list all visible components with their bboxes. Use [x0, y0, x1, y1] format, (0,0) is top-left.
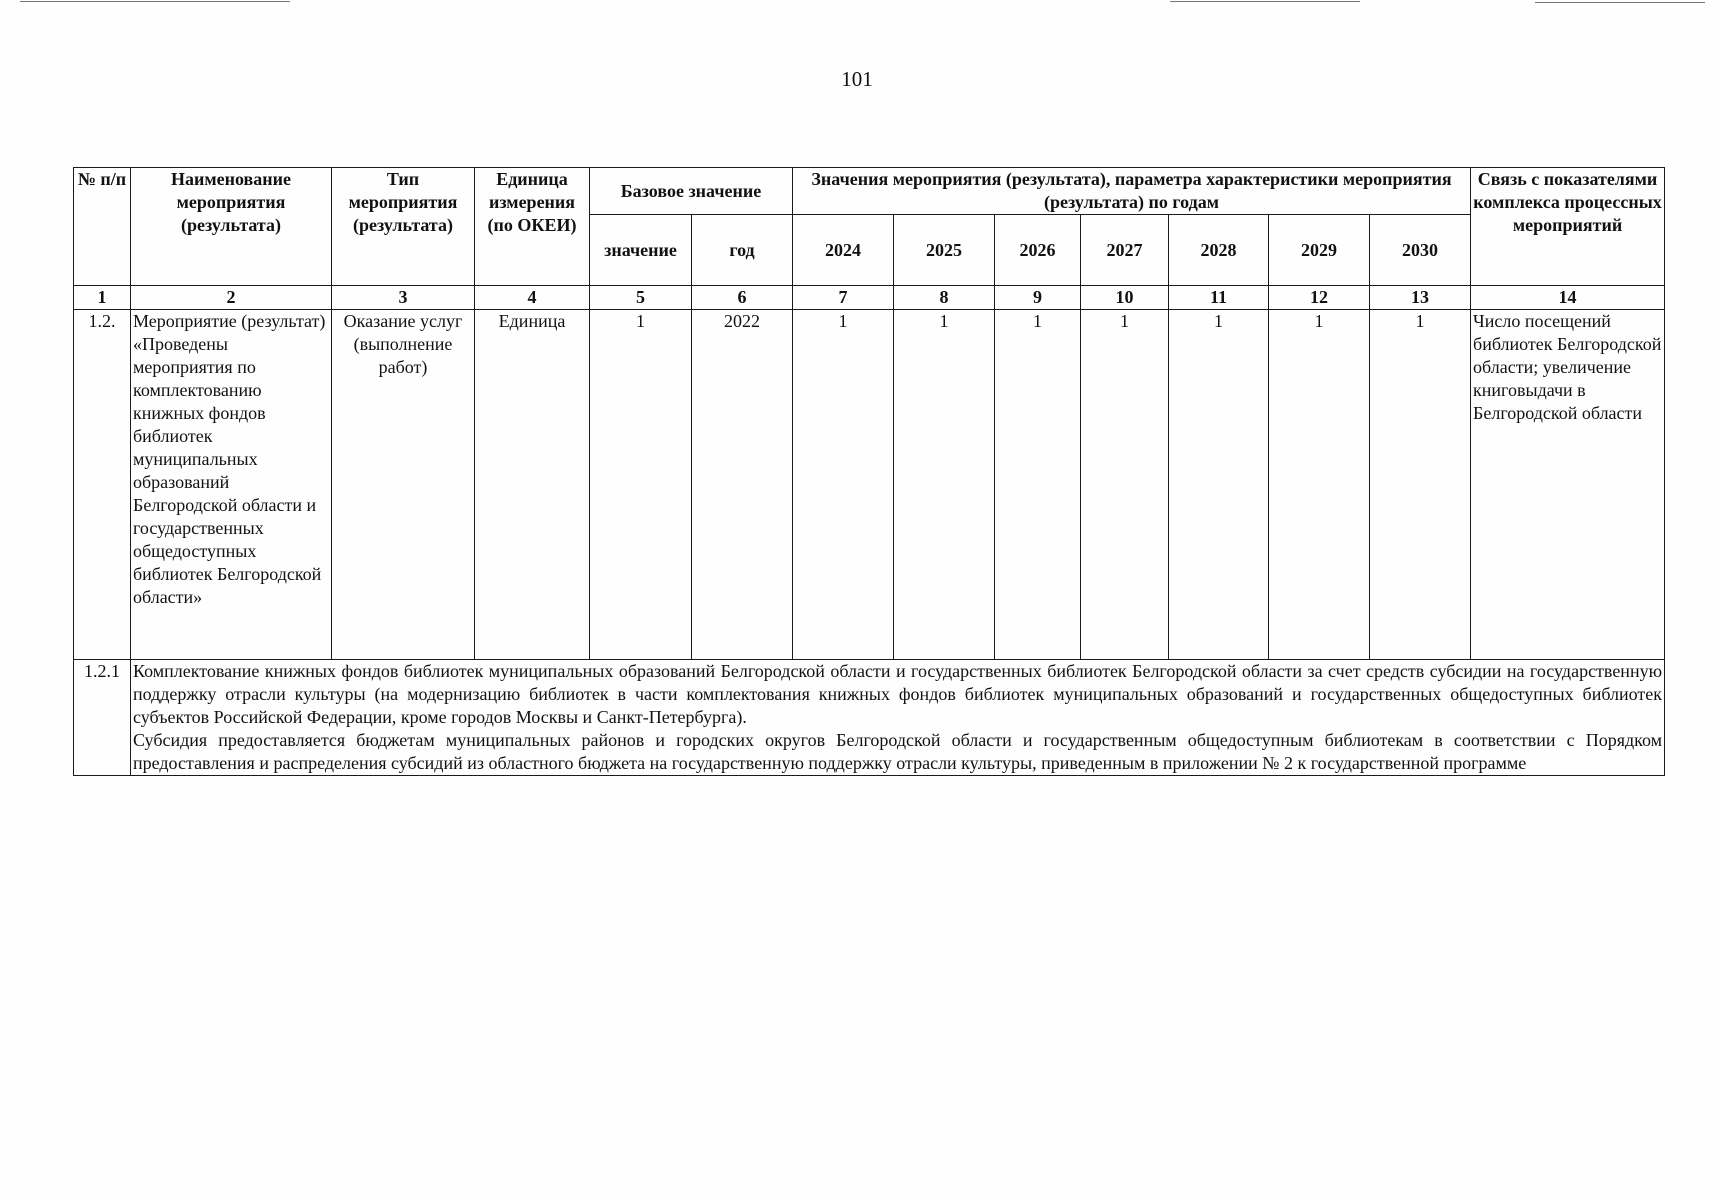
row-link: Число посещений библиотек Белгородской области; увеличение книговыдачи в Белгородской области: [1471, 310, 1665, 660]
scan-artifact: [1170, 1, 1360, 2]
header-base-value: значение: [590, 215, 692, 286]
header-year: 2027: [1081, 215, 1169, 286]
page-number: 101: [841, 67, 873, 91]
scan-artifact: [20, 1, 290, 2]
header-year: 2029: [1269, 215, 1370, 286]
subrow-paragraph-2: Субсидия предоставляется бюджетам муниципальных районов и городских округов Белгородской области и государственным общедоступным библиотекам в соответствии с Порядком предоставления и распределения субсидий из областного бюджета на государственную поддержку отрасли культуры, приведенным в приложении № 2 к государственной программе: [133, 730, 1663, 773]
header-type: Тип мероприятия (результата): [332, 168, 475, 286]
column-number: 1: [74, 286, 131, 310]
header-name: Наименование мероприятия (результата): [131, 168, 332, 286]
row-year-value: 1: [1081, 310, 1169, 660]
row-year-value: 1: [995, 310, 1081, 660]
column-number: 11: [1169, 286, 1269, 310]
header-year: 2030: [1370, 215, 1471, 286]
header-unit: Единица измерения (по ОКЕИ): [475, 168, 590, 286]
column-number: 14: [1471, 286, 1665, 310]
row-year-value: 1: [1370, 310, 1471, 660]
column-number: 10: [1081, 286, 1169, 310]
column-number: 9: [995, 286, 1081, 310]
header-base-group: Базовое значение: [590, 168, 793, 215]
row-type: Оказание услуг (выполнение работ): [332, 310, 475, 660]
row-base-value: 1: [590, 310, 692, 660]
header-row: [74, 168, 1665, 215]
header-years-group: Значения мероприятия (результата), параметра характеристики мероприятия (результата) по годам: [793, 168, 1471, 215]
header-year: 2028: [1169, 215, 1269, 286]
table-subrow: [74, 660, 1665, 776]
row-year-value: 1: [1269, 310, 1370, 660]
column-number: 12: [1269, 286, 1370, 310]
column-number: 5: [590, 286, 692, 310]
subrow-num: 1.2.1: [74, 660, 131, 776]
header-year: 2025: [894, 215, 995, 286]
row-num: 1.2.: [74, 310, 131, 660]
row-unit: Единица: [475, 310, 590, 660]
subrow-paragraph-1: Комплектование книжных фондов библиотек муниципальных образований Белгородской области и государственных библиотек Белгородской области за счет средств субсидии на государственную поддержку отрасли культуры (на модернизацию библиотек в части комплектования книжных фондов библиотек муниципальных образований и государственных общедоступных библиотек субъектов Российской Федерации, кроме городов Москвы и Санкт-Петербурга).: [133, 661, 1663, 727]
row-year-value: 1: [793, 310, 894, 660]
column-number: 6: [692, 286, 793, 310]
column-numbers-row: [74, 286, 1665, 310]
header-link: Связь с показателями комплекса процессных мероприятий: [1471, 168, 1665, 286]
header-year: 2026: [995, 215, 1081, 286]
column-number: 13: [1370, 286, 1471, 310]
column-number: 7: [793, 286, 894, 310]
scan-artifact: [1535, 2, 1705, 3]
table-row: [74, 310, 1665, 660]
header-base-year: год: [692, 215, 793, 286]
subrow-description: [131, 660, 1665, 776]
column-number: 3: [332, 286, 475, 310]
header-year: 2024: [793, 215, 894, 286]
column-number: 8: [894, 286, 995, 310]
row-year-value: 1: [1169, 310, 1269, 660]
header-num: № п/п: [74, 168, 131, 286]
row-base-year: 2022: [692, 310, 793, 660]
row-year-value: 1: [894, 310, 995, 660]
column-number: 4: [475, 286, 590, 310]
column-number: 2: [131, 286, 332, 310]
measures-table: [73, 167, 1665, 776]
row-name: Мероприятие (результат) «Проведены мероприятия по комплектованию книжных фондов библиотек муниципальных образований Белгородской области и государственных общедоступных библиотек Белгородской области»: [131, 310, 332, 660]
